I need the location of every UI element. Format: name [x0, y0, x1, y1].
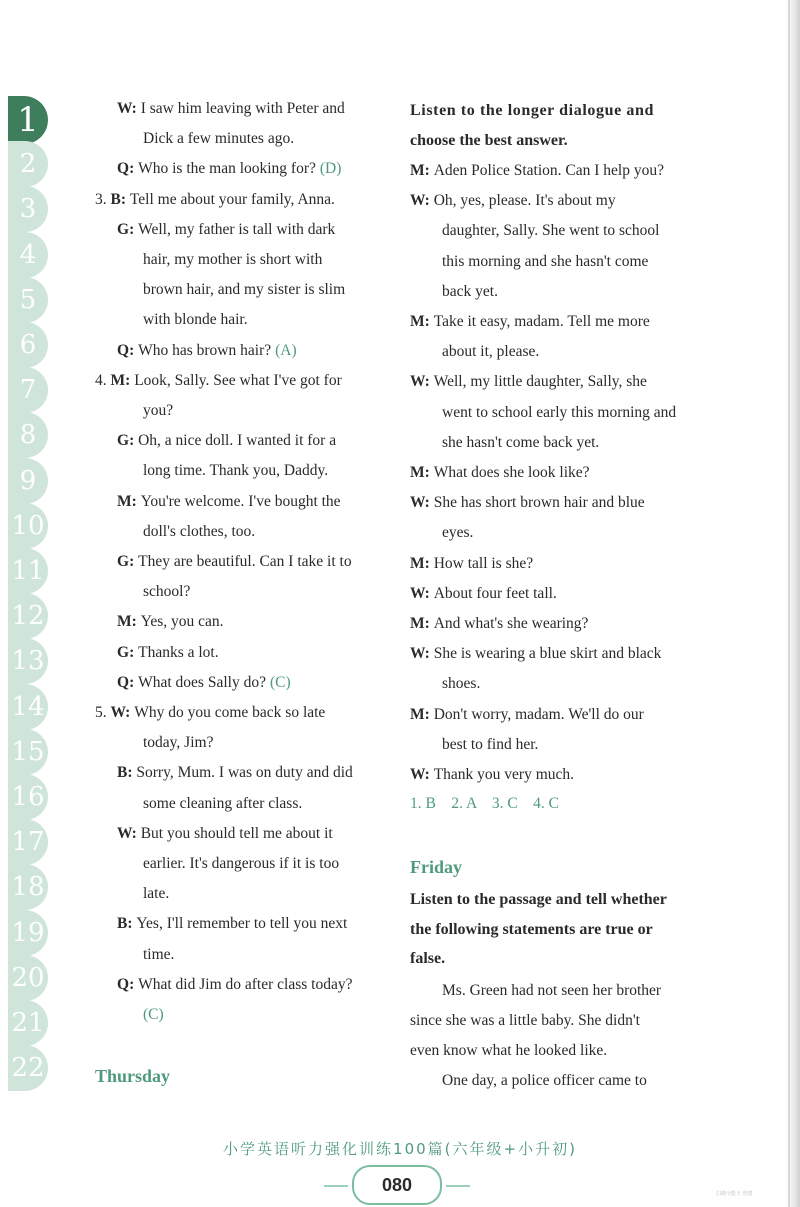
speaker-label: W [110, 704, 126, 721]
dialogue-text: earlier. It's dangerous if it is too [143, 855, 340, 872]
instruction-text: choose the best answer. [410, 132, 568, 149]
dialogue-line [143, 583, 190, 601]
dialogue-text: she hasn't come back yet. [442, 433, 600, 451]
dialogue-line [442, 675, 480, 693]
dialogue-text: She is wearing a blue skirt and black [433, 645, 662, 663]
dialogue-text: today, Jim? [143, 734, 214, 752]
question-number: 4. [95, 371, 111, 389]
dialogue-text: eyes. [442, 524, 474, 542]
dialogue-line: G: Well, my father is tall with dark [117, 220, 336, 238]
dialogue-text: Don't worry, madam. We'll do our [433, 705, 644, 723]
dialogue-text: Sorry, Mum. I was on duty and did [136, 764, 353, 782]
speaker-label: G [117, 432, 130, 450]
unit-tab-12[interactable]: 12 [8, 593, 48, 639]
dialogue-line: W: I saw him leaving with Peter and [117, 100, 345, 117]
dialogue-text: Dick a few minutes ago. [143, 130, 295, 148]
unit-tab-1[interactable]: 1 [8, 96, 48, 144]
speaker-label: Q [117, 341, 130, 359]
dialogue-line [143, 523, 255, 541]
passage-line: even know what he looked like. [410, 1042, 608, 1059]
speaker-label: Q [117, 160, 130, 178]
speaker-label: M [410, 615, 425, 632]
dialogue-text: Who is the man looking for? [138, 160, 316, 178]
dialogue-line: G: They are beautiful. Can I take it to [117, 553, 352, 570]
dialogue-text: They are beautiful. Can I take it to [138, 553, 352, 570]
dialogue-line [442, 222, 660, 240]
dialogue-text: You're welcome. I've bought the [140, 492, 341, 510]
unit-tab-5[interactable]: 5 [8, 277, 48, 323]
dialogue-text: Well, my little daughter, Sally, she [433, 373, 647, 391]
dialogue-text: doll's clothes, too. [143, 522, 256, 540]
dialogue-text: Thanks a lot. [138, 643, 219, 661]
unit-tab-4[interactable]: 4 [8, 232, 48, 278]
book-title-footer: 小学英语听力强化训练100篇(六年级+小升初) [223, 1140, 577, 1158]
dialogue-text: school? [143, 583, 191, 601]
dialogue-text: How tall is she? [433, 554, 534, 572]
dialogue-line: 3. B: Tell me about your family, Anna. [95, 190, 335, 208]
dialogue-line [143, 311, 248, 329]
speaker-label: W [117, 100, 132, 117]
question-number: 5. [95, 704, 111, 721]
dialogue-line: Q: Who has brown hair? (A) [117, 341, 297, 359]
dialogue-line [442, 283, 498, 301]
dialogue-line: W: Thank you very much. [410, 766, 575, 783]
dialogue-line: W: Well, my little daughter, Sally, she [410, 373, 647, 391]
dialogue-line: M: Take it easy, madam. Tell me more [410, 313, 650, 330]
unit-tab-3[interactable]: 3 [8, 186, 48, 232]
speaker-label: M [410, 554, 425, 572]
dialogue-text: brown hair, and my sister is slim [143, 281, 346, 299]
dialogue-text: shoes. [442, 675, 481, 693]
unit-tab-16[interactable]: 16 [8, 774, 48, 820]
unit-tab-7[interactable]: 7 [8, 367, 48, 413]
day-heading-thursday: Thursday [95, 1066, 171, 1086]
speaker-label: B [117, 764, 128, 782]
dialogue-line [143, 734, 213, 752]
speaker-label: W [117, 824, 132, 842]
dialogue-line: G: Thanks a lot. [117, 643, 219, 661]
instruction-text: Listen to the passage and tell whether [410, 891, 667, 908]
dialogue-line [442, 524, 473, 542]
dialogue-text: best to find her. [442, 735, 539, 753]
unit-tab-11[interactable]: 11 [8, 548, 48, 594]
dialogue-line: Q: What did Jim do after class today? [117, 975, 353, 993]
speaker-label: W [410, 766, 425, 783]
dialogue-text: But you should tell me about it [140, 824, 333, 842]
dialogue-line [143, 251, 322, 269]
speaker-label: M [410, 162, 425, 179]
dialogue-text: some cleaning after class. [143, 794, 303, 812]
dialogue-line: Q: What does Sally do? (C) [117, 673, 291, 691]
unit-tab-10[interactable]: 10 [8, 503, 48, 549]
unit-tab-18[interactable]: 18 [8, 864, 48, 910]
dialogue-text: daughter, Sally. She went to school [442, 222, 660, 240]
instruction-text: Listen to the longer dialogue and [410, 102, 654, 119]
unit-tab-6[interactable]: 6 [8, 322, 48, 368]
answer-key: (D) [319, 160, 342, 178]
dialogue-line: 5. W: Why do you come back so late [95, 704, 326, 721]
page-edge-line [788, 0, 790, 1207]
dialogue-line: M: Aden Police Station. Can I help you? [410, 162, 664, 179]
speaker-label: G [117, 553, 130, 570]
dialogue-line: M: How tall is she? [410, 554, 534, 572]
dialogue-text: Why do you come back so late [134, 704, 326, 721]
dialogue-text: long time. Thank you, Daddy. [143, 462, 329, 480]
dialogue-text: this morning and she hasn't come [442, 252, 649, 270]
dialogue-line [442, 434, 599, 452]
speaker-label: G [117, 643, 130, 661]
right-column [410, 100, 710, 1100]
unit-tab-17[interactable]: 17 [8, 819, 48, 865]
scanner-note: 扫描全能王 创建 [716, 1191, 753, 1197]
dialogue-line [143, 855, 339, 873]
dialogue-text: Look, Sally. See what I've got for [134, 371, 342, 389]
dialogue-line [143, 946, 174, 964]
speaker-label: M [117, 492, 132, 510]
passage-line: Ms. Green had not seen her brother [442, 982, 662, 999]
dialogue-text: about it, please. [442, 343, 540, 361]
unit-tab-2[interactable]: 2 [8, 141, 48, 187]
unit-tab-22[interactable]: 22 [8, 1045, 48, 1091]
answer-key: (A) [275, 341, 297, 359]
unit-tab-13[interactable]: 13 [8, 638, 48, 684]
answer-key-list: 1. B 2. A 3. C 4. C [410, 795, 559, 813]
unit-tab-8[interactable]: 8 [8, 412, 48, 458]
dialogue-line: B: Sorry, Mum. I was on duty and did [117, 764, 353, 782]
dialogue-text: She has short brown hair and blue [433, 494, 645, 512]
speaker-label: W [410, 645, 425, 663]
dialogue-text: About four feet tall. [433, 584, 557, 602]
unit-tab-14[interactable]: 14 [8, 684, 48, 730]
speaker-label: W [410, 373, 425, 391]
dialogue-text: Yes, I'll remember to tell you next [136, 915, 348, 933]
dialogue-text: What does Sally do? [138, 673, 266, 691]
dialogue-text: I saw him leaving with Peter and [140, 100, 345, 117]
passage-line: since she was a little baby. She didn't [410, 1012, 640, 1029]
dialogue-text: Who has brown hair? [138, 341, 272, 359]
instruction-text: the following statements are true or [410, 920, 653, 938]
speaker-label: M [110, 371, 126, 389]
dialogue-line [143, 462, 328, 480]
dialogue-text: back yet. [442, 282, 498, 300]
dialogue-line: W: She has short brown hair and blue [410, 494, 645, 512]
day-heading-friday: Friday [410, 857, 462, 877]
dialogue-line: M: And what's she wearing? [410, 615, 589, 632]
speaker-label: Q [117, 975, 130, 993]
dialogue-line [442, 736, 538, 754]
dialogue-text: late. [143, 885, 170, 903]
speaker-label: G [117, 220, 130, 238]
dialogue-line: W: But you should tell me about it [117, 824, 333, 842]
dialogue-line: M: Yes, you can. [117, 613, 224, 631]
dialogue-line: B: Yes, I'll remember to tell you next [117, 915, 348, 933]
speaker-label: B [110, 190, 121, 208]
dialogue-text: What did Jim do after class today? [138, 975, 353, 993]
dialogue-line [143, 281, 345, 299]
dialogue-line [442, 253, 648, 271]
speaker-label: W [410, 584, 425, 602]
dialogue-text: Tell me about your family, Anna. [129, 190, 335, 208]
dialogue-line: W: She is wearing a blue skirt and black [410, 645, 662, 663]
dialogue-text: Well, my father is tall with dark [138, 220, 336, 238]
speaker-label: M [410, 464, 425, 481]
answer-key: (C) [143, 1006, 164, 1023]
speaker-label: W [410, 494, 425, 512]
unit-tab-19[interactable]: 19 [8, 910, 48, 956]
dialogue-text: hair, my mother is short with [143, 251, 323, 268]
speaker-label: W [410, 192, 425, 210]
dialogue-line [442, 343, 539, 361]
unit-tab-20[interactable]: 20 [8, 955, 48, 1001]
speaker-label: M [410, 313, 425, 330]
unit-tab-21[interactable]: 21 [8, 1000, 48, 1046]
dialogue-line [442, 404, 676, 422]
dialogue-line [143, 795, 302, 813]
dialogue-line: 4. M: Look, Sally. See what I've got for [95, 371, 342, 389]
dialogue-text: you? [143, 402, 174, 419]
dialogue-text: with blonde hair. [143, 311, 248, 329]
dialogue-line: G: Oh, a nice doll. I wanted it for a [117, 432, 337, 450]
dialogue-line [143, 1006, 164, 1024]
dialogue-line: W: About four feet tall. [410, 584, 557, 602]
dialogue-text: Oh, yes, please. It's about my [433, 192, 616, 210]
speaker-label: M [117, 613, 132, 631]
passage-line: One day, a police officer came to [442, 1072, 647, 1089]
dialogue-line: M: Don't worry, madam. We'll do our [410, 705, 644, 723]
left-column [95, 100, 395, 1100]
dialogue-text: What does she look like? [433, 464, 590, 481]
dialogue-text: Yes, you can. [140, 613, 224, 631]
unit-tab-15[interactable]: 15 [8, 729, 48, 775]
answer-key: (C) [269, 673, 291, 691]
dialogue-text: Take it easy, madam. Tell me more [433, 313, 650, 330]
question-number: 3. [95, 190, 111, 208]
dialogue-line: Q: Who is the man looking for? (D) [117, 160, 342, 178]
dialogue-text: Thank you very much. [433, 766, 575, 783]
dialogue-text: Oh, a nice doll. I wanted it for a [138, 432, 337, 450]
dialogue-text: time. [143, 945, 175, 963]
unit-tab-9[interactable]: 9 [8, 458, 48, 504]
dialogue-line [143, 402, 173, 420]
dialogue-line [143, 130, 294, 148]
dialogue-line: M: What does she look like? [410, 464, 590, 481]
speaker-label: Q [117, 673, 130, 691]
dialogue-line: M: You're welcome. I've bought the [117, 492, 341, 510]
dialogue-line [143, 885, 169, 903]
speaker-label: M [410, 705, 425, 723]
dialogue-text: Aden Police Station. Can I help you? [433, 162, 664, 179]
instruction-text: false. [410, 950, 446, 967]
speaker-label: B [117, 915, 128, 933]
dialogue-text: And what's she wearing? [433, 615, 589, 632]
page-number: 080 [352, 1165, 442, 1205]
dialogue-line: W: Oh, yes, please. It's about my [410, 192, 616, 210]
dialogue-text: went to school early this morning and [442, 403, 677, 421]
